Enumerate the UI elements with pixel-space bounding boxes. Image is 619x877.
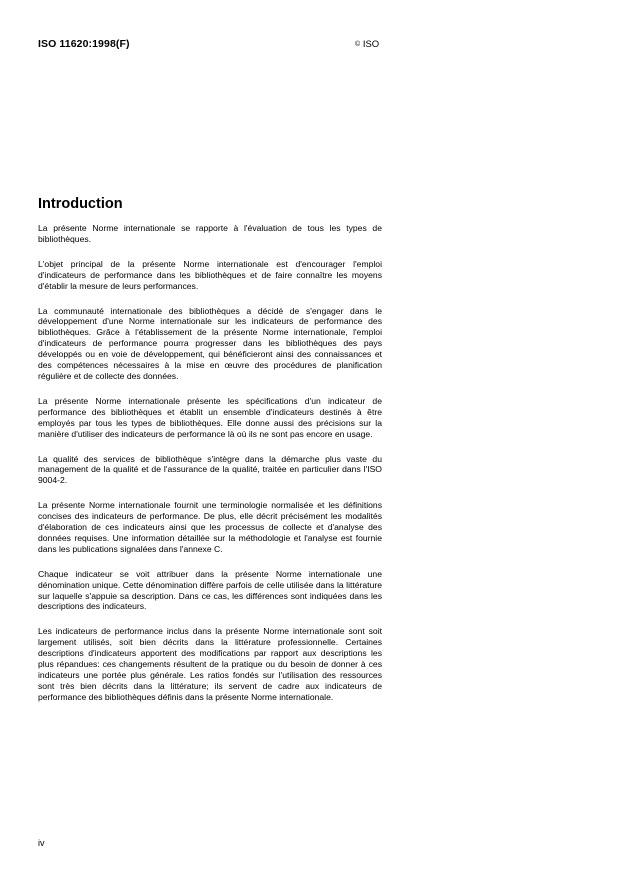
- copyright-owner: ISO: [362, 39, 380, 50]
- paragraph: La présente Norme internationale se rapporte à l'évaluation de tous les types de bibliothèques.: [38, 223, 382, 244]
- paragraph: La communauté internationale des bibliothèques a décidé de s'engager dans le développement d'une Norme internationale sur les indicateurs de performance des bibliothèques. Grâce à l'établissement de la présente Norme internationale, l'emploi d'indicateurs de performance pourra progresser dans les bibliothèques des pays développés ou en voie de développement, qui bénéficieront ainsi des connaissances et des compétences nécessaires à la mise en œuvre des procédures de planification régulière et de collecte des données.: [38, 305, 382, 381]
- paragraph: La présente Norme internationale fournit une terminologie normalisée et les définitions concises des indicateurs de performance. De plus, elle décrit précisément les modalités d'élaboration de ces indicateurs ainsi que les processus de collecte et d'analyse des données requises. Une information détaillée sur la méthodologie et l'analyse est fournie dans les publications signalées dans l'annexe C.: [38, 500, 382, 554]
- paragraph: Chaque indicateur se voit attribuer dans la présente Norme internationale une dénomination unique. Cette dénomination diffère parfois de celle utilisée dans la littérature sur laquelle s'appuie sa description. Dans ce cas, les différences sont indiquées dans les descriptions des indicateurs.: [38, 568, 382, 612]
- paragraph: Les indicateurs de performance inclus dans la présente Norme internationale sont soit largement utilisés, soit bien décrits dans la littérature professionnelle. Certaines descriptions d'indicateurs apportent des modifications par rapport aux descriptions les plus répandues: ces changements résultent de la pratique ou du besoin de donner à ces indicateurs une portée plus générale. Les ratios fondés sur l'utilisation des ressources sont très bien décrits dans la littérature; ils servent de cadre aux indicateurs de performance des bibliothèques définis dans la présente Norme internationale.: [38, 626, 382, 702]
- standard-reference: ISO 11620:1998(F): [38, 38, 130, 50]
- introduction-body: [38, 223, 382, 717]
- copyright-notice: [355, 39, 379, 50]
- paragraph: L'objet principal de la présente Norme internationale est d'encourager l'emploi d'indicateurs de performance dans les bibliothèques et de faire connaître les moyens d'établir la mesure de leurs performances.: [38, 258, 382, 291]
- paragraph: La présente Norme internationale présente les spécifications d'un indicateur de performance des bibliothèques et établit un ensemble d'indicateurs destinés à être employés par tous les types de bibliothèques. Elle donne aussi des précisions sur la manière d'utiliser des indicateurs de performance là où ils ne sont pas encore en usage.: [38, 395, 382, 439]
- copyright-symbol: ©: [355, 41, 361, 48]
- section-title: Introduction: [38, 196, 123, 212]
- page-number: iv: [38, 838, 45, 848]
- paragraph: La qualité des services de bibliothèque s'intègre dans la démarche plus vaste du management de la qualité et de l'assurance de la qualité, traitée en particulier dans l'ISO 9004-2.: [38, 453, 382, 486]
